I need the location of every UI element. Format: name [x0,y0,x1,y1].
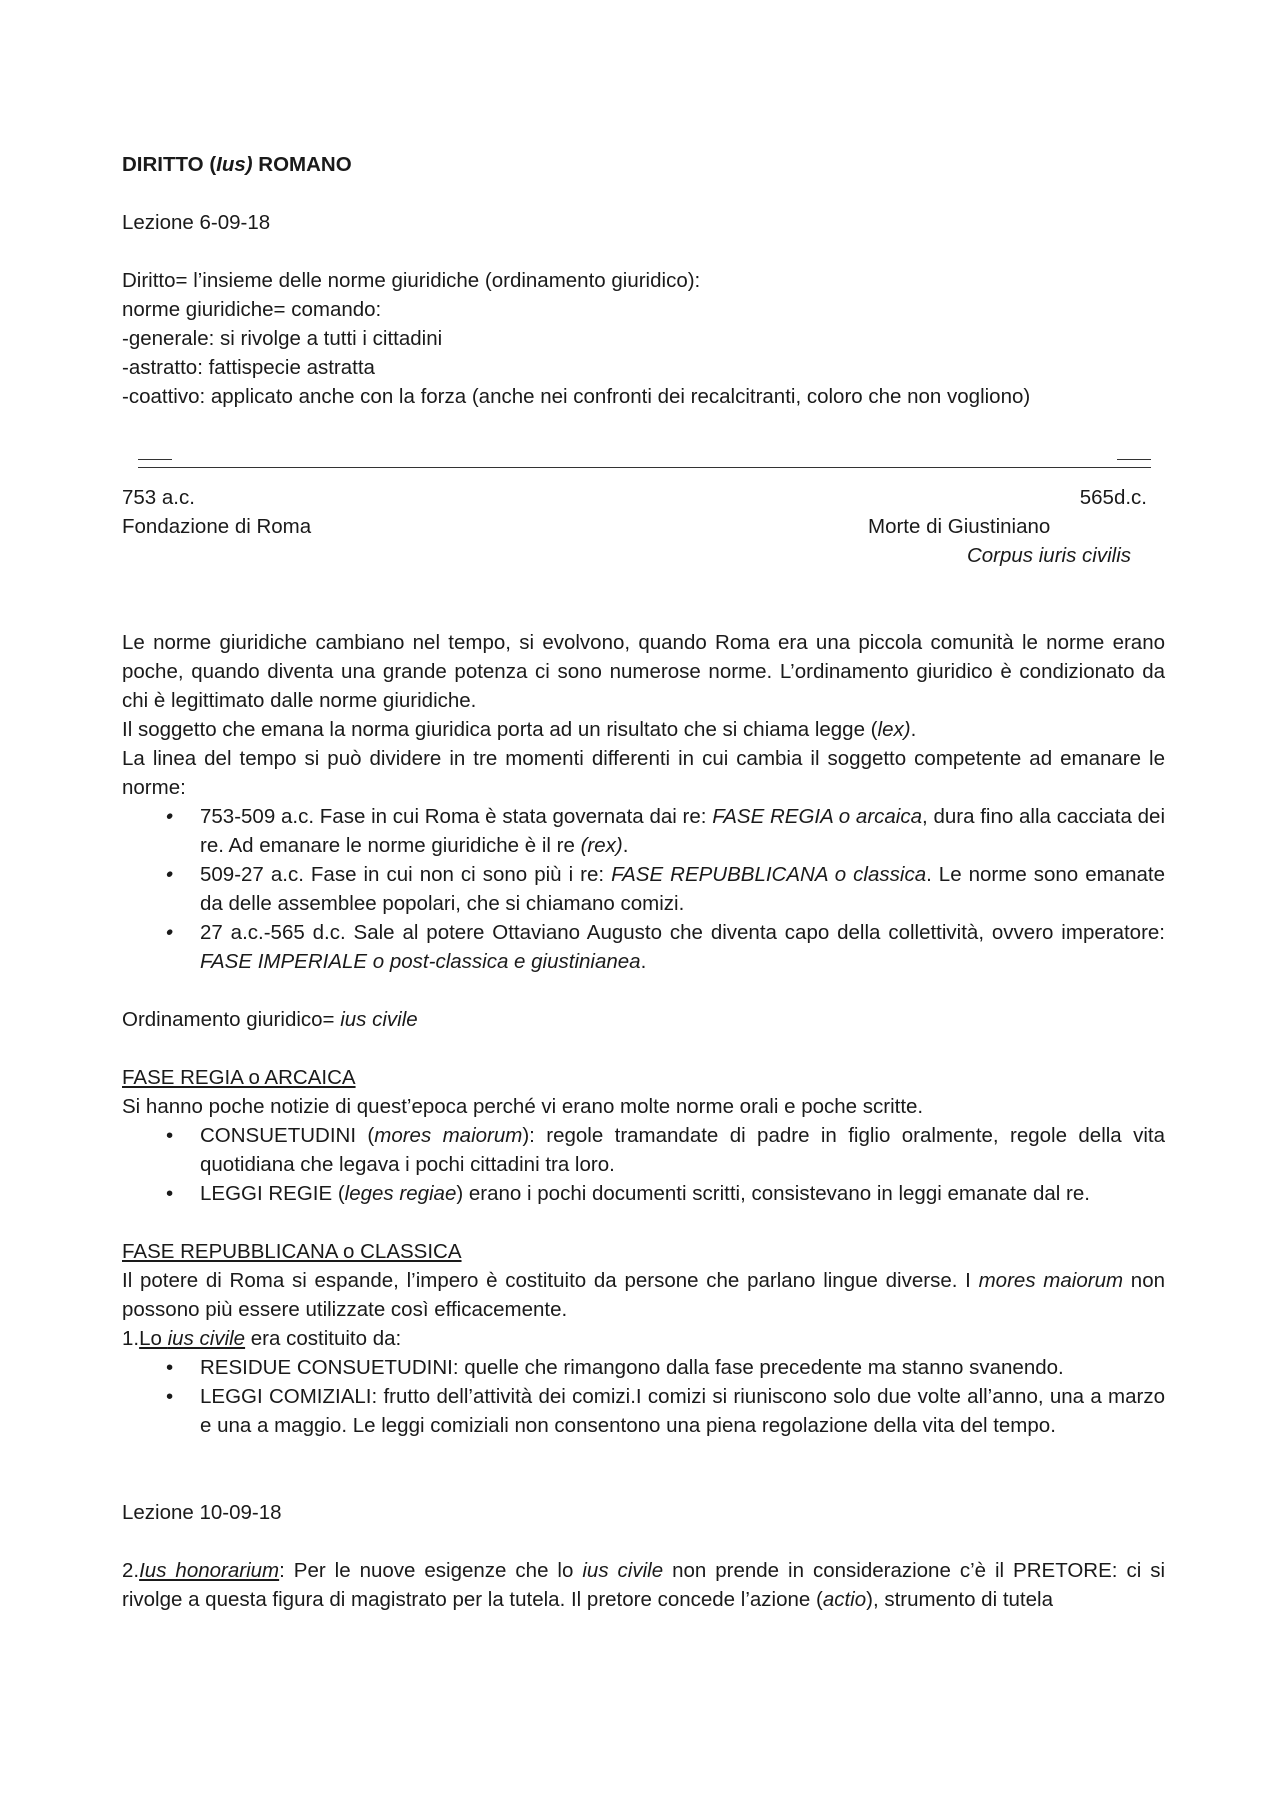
bullet-icon: • [163,805,176,828]
list-item: • LEGGI REGIE (leges regiae) erano i pochi documenti scritti, consistevano in leggi emanate dal re. [200,1179,1165,1208]
bullet-icon: • [166,1182,174,1205]
definition-line: -generale: si rivolge a tutti i cittadini [122,327,443,350]
bullet-icon: • [163,921,176,944]
paragraph: La linea del tempo si può dividere in tre momenti differenti in cui cambia il soggetto competente ad emanare le norme: [122,747,1165,799]
timeline-end-label: Morte di Giustiniano [868,515,1051,538]
section-heading-repubblicana: FASE REPUBBLICANA o CLASSICA [122,1240,462,1263]
repubblicana-list [122,1353,1165,1440]
definition-line: Diritto= l’insieme delle norme giuridiche (ordinamento giuridico): [122,269,701,292]
timeline-start-year: 753 a.c. [122,486,195,509]
timeline-sublabel-row [122,541,1165,570]
underlined-text: Lo ius civile [139,1327,246,1350]
timeline-axis [138,467,1151,468]
lesson-date: Lezione 6-09-18 [122,211,271,234]
bullet-icon: • [163,863,176,886]
paragraph: Il potere di Roma si espande, l’impero è costituito da persone che parlano lingue diverse. I mores maiorum non possono più essere utilizzate così efficacemente. [122,1269,1165,1321]
phases-list [122,802,1165,976]
paragraph: Il soggetto che emana la norma giuridica porta ad un risultato che si chiama legge (lex). [122,718,917,741]
timeline-start-tick [138,459,172,460]
list-item: • 509-27 a.c. Fase in cui non ci sono più i re: FASE REPUBBLICANA o classica. Le norme sono emanate da delle assemblee popolari, che si chiamano comizi. [200,860,1165,918]
timeline-start-label: Fondazione di Roma [122,515,312,538]
list-item: • 27 a.c.-565 d.c. Sale al potere Ottaviano Augusto che diventa capo della collettività, ovvero imperatore: FASE IMPERIALE o post-classica e giustinianea. [200,918,1165,976]
numbered-line: 1.Lo ius civile era costituito da: [122,1327,402,1350]
timeline-end-tick [1117,459,1151,460]
paragraph: 2.Ius honorarium: Per le nuove esigenze che lo ius civile non prende in considerazione c’è il PRETORE: ci si rivolge a questa figura di magistrato per la tutela. Il pretore concede l’azione (actio), strumento di tutela [122,1559,1166,1611]
list-item: • CONSUETUDINI (mores maiorum): regole tramandate di padre in figlio oralmente, regole della vita quotidiana che legava i pochi cittadini tra loro. [200,1121,1165,1179]
ordinamento-line: Ordinamento giuridico= ius civile [122,1008,418,1031]
regia-list [122,1121,1165,1208]
timeline-years [122,483,1165,512]
timeline-end-sublabel: Corpus iuris civilis [966,544,1131,567]
definition-line: -coattivo: applicato anche con la forza (anche nei confronti dei recalcitranti, coloro che non vogliono) [122,385,1031,408]
underlined-text: Ius honorarium [139,1559,280,1582]
document-page [122,150,1165,1614]
bullet-icon: • [166,1124,174,1147]
lesson-date: Lezione 10-09-18 [122,1501,282,1524]
paragraph: Le norme giuridiche cambiano nel tempo, si evolvono, quando Roma era una piccola comunità le norme erano poche, quando diventa una grande potenza ci sono numerose norme. L’ordinamento giuridico è condizionato da chi è legittimato dalle norme giuridiche. [122,631,1165,712]
timeline-labels [122,512,1165,541]
definition-line: norme giuridiche= comando: [122,298,382,321]
list-item: • LEGGI COMIZIALI: frutto dell’attività dei comizi.I comizi si riuniscono solo due volte all’anno, una a marzo e una a maggio. Le leggi comiziali non consentono una piena regolazione della vita del tempo. [200,1382,1165,1440]
section-heading-regia: FASE REGIA o ARCAICA [122,1066,356,1089]
paragraph: Si hanno poche notizie di quest’epoca perché vi erano molte norme orali e poche scritte. [122,1095,924,1118]
timeline [122,411,1165,483]
list-item: • 753-509 a.c. Fase in cui Roma è stata governata dai re: FASE REGIA o arcaica, dura fino alla cacciata dei re. Ad emanare le norme giuridiche è il re (rex). [200,802,1165,860]
timeline-end-year: 565d.c. [1079,486,1147,509]
list-item: • RESIDUE CONSUETUDINI: quelle che rimangono dalla fase precedente ma stanno svanendo. [200,1353,1165,1382]
definition-line: -astratto: fattispecie astratta [122,356,375,379]
document-title: DIRITTO (Ius) ROMANO [122,153,352,176]
bullet-icon: • [166,1356,174,1379]
bullet-icon: • [166,1385,174,1408]
